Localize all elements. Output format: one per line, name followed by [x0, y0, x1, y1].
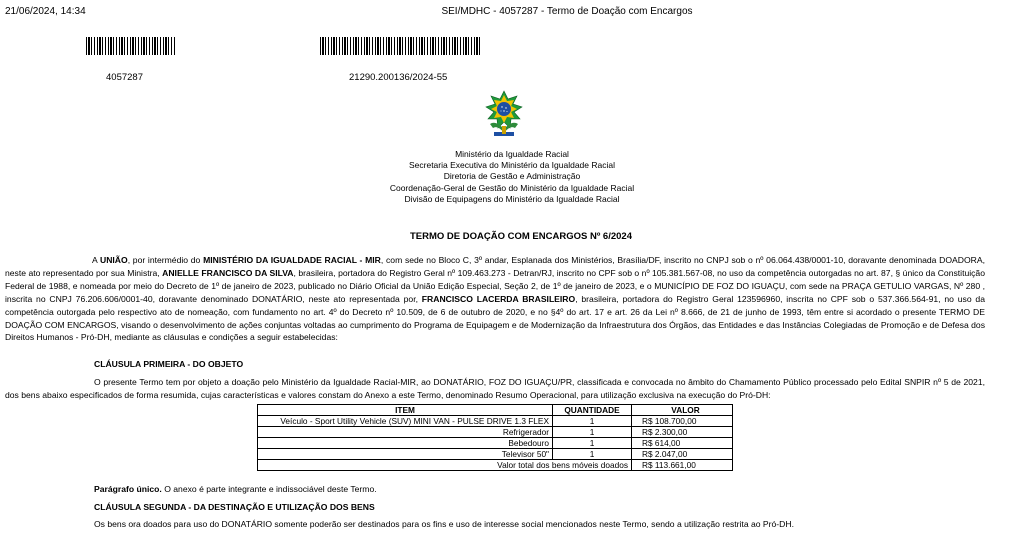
- column-header: ITEM: [258, 405, 553, 416]
- agency-line: Divisão de Equipagens do Ministério da Igualdade Racial: [404, 193, 620, 204]
- table-cell: R$ 2.300,00: [632, 427, 733, 438]
- print-header-title: SEI/MDHC - 4057287 - Termo de Doação com Encargos: [441, 6, 693, 17]
- table-cell: Bebedouro: [258, 438, 553, 449]
- clause-two-text: Os bens ora doados para uso do DONATÁRIO somente poderão ser destinados para os fins e uso de interesse social mencionados neste Termo, sendo a utilização restrita ao Pró-DH.: [94, 519, 794, 529]
- barcode-right-number: 21290.200136/2024-55: [349, 72, 448, 83]
- brazil-coat-of-arms-icon: [484, 90, 524, 140]
- agency-line: Secretaria Executiva do Ministério da Igualdade Racial: [408, 160, 615, 171]
- print-datetime: 21/06/2024, 14:34: [5, 6, 86, 17]
- column-header: VALOR: [632, 405, 733, 416]
- table-cell: Televisor 50": [258, 449, 553, 460]
- bold-text: ANIELLE FRANCISCO DA SILVA: [162, 267, 294, 278]
- table-cell: 1: [553, 449, 632, 460]
- paragrafo-unico-text: O anexo é parte integrante e indissociável deste Termo.: [161, 484, 377, 494]
- clause-two-heading: CLÁUSULA SEGUNDA - DA DESTINAÇÃO E UTILIZAÇÃO DOS BENS: [94, 502, 375, 512]
- items-table: [257, 404, 733, 471]
- table-row: [258, 449, 733, 460]
- table-cell: Veículo - Sport Utility Vehicle (SUV) MINI VAN - PULSE DRIVE 1.3 FLEX: [258, 416, 553, 427]
- intro-paragraph: A UNIÃO, por intermédio do MINISTÉRIO DA IGUALDADE RACIAL - MIR, com sede no Bloco C, 3º andar, Esplanada dos Ministérios, Brasília/DF, inscrito no CNPJ sob o nº 06.064.438/0001-10, doravante denominada DOADORA, neste ato representado por sua Ministra, ANIELLE FRANCISCO DA SILVA, brasileira, portadora do Registro Geral nº 109.463.273 - Detran/RJ, inscrito no CPF sob o nº 105.381.567-08, no uso da competência outorgadas no art. 87, § único da Constituição Federal de 1988, e nomeada por meio do Decreto de 1º de janeiro de 2023, publicado no Diário Oficial da União Edição Especial, Seção 2, de 1º de janeiro de 2023, e o MUNICÍPIO DE FOZ DO IGUAÇU, com sede na PRAÇA GETULIO VARGAS, Nº 280 , inscrita no CNPJ 76.206.606/0001-40, doravante denominado DONATÁRIO, neste ato representada por, FRANCISCO LACERDA BRASILEIRO, brasileira, portadora do Registro Geral 123596960, inscrita no CPF sob o 537.366.564-91, no uso da competência outorgada pelo respectivo ato de nomeação, com fundamento no art. 4º do Decreto nº 10.509, de 6 de outubro de 2020, e no §4º do art. 17 e art. 26 da Lei nº 8.666, de 21 de junho de 1993, têm entre si acordado o presente TERMO DE DOAÇÃO COM ENCARGOS, visando o desenvolvimento de ações conjuntas voltadas ao cumprimento do Programa de Equipagem e de Modernização da Infraestrutura dos Órgãos, das Entidades e das Instâncias Colegiadas de Promoção e de Defesa dos Direitos Humanos - Pró-DH, mediante as cláusulas e condições a seguir estabelecidas:: [5, 255, 986, 343]
- table-cell: R$ 614,00: [632, 438, 733, 449]
- barcode-right: [320, 37, 480, 55]
- table-cell: Refrigerador: [258, 427, 553, 438]
- agency-block: [0, 149, 1024, 205]
- bold-text: FRANCISCO LACERDA BRASILEIRO: [421, 293, 576, 304]
- table-cell: 1: [553, 427, 632, 438]
- table-cell: 1: [553, 416, 632, 427]
- table-cell: 1: [553, 438, 632, 449]
- column-header: QUANTIDADE: [553, 405, 632, 416]
- table-cell: R$ 2.047,00: [632, 449, 733, 460]
- table-header-row: [258, 405, 733, 416]
- table-row: [258, 416, 733, 427]
- total-value: R$ 113.661,00: [632, 460, 733, 471]
- bold-text: MINISTÉRIO DA IGUALDADE RACIAL - MIR: [203, 255, 381, 265]
- clause-one-heading: CLÁUSULA PRIMEIRA - DO OBJETO: [94, 359, 244, 369]
- table-cell: R$ 108.700,00: [632, 416, 733, 427]
- barcode-left: [86, 37, 176, 55]
- agency-line: Ministério da Igualdade Racial: [455, 149, 569, 159]
- table-row: [258, 427, 733, 438]
- table-row: [258, 438, 733, 449]
- total-label: Valor total dos bens móveis doados: [258, 460, 632, 471]
- clause-one-text: O presente Termo tem por objeto a doação pelo Ministério da Igualdade Racial-MIR, ao DONATÁRIO, FOZ DO IGUAÇU/PR, classificada e convocada no âmbito do Chamamento Público processado pelo Edital SNPIR nº 5 de 2021, dos bens abaixo especificados de forma resumida, cujas características e valores constam do Anexo a este Termo, denominado Resumo Operacional, para utilização exclusiva na execução do Pró-DH:: [5, 377, 985, 400]
- paragrafo-unico-label: Parágrafo único.: [94, 484, 162, 494]
- paragrafo-unico: [94, 484, 377, 494]
- document-title: TERMO DE DOAÇÃO COM ENCARGOS Nº 6/2024: [409, 231, 632, 242]
- agency-line: Coordenação-Geral de Gestão do Ministério da Igualdade Racial: [389, 182, 635, 193]
- agency-line: Diretoria de Gestão e Administração: [443, 171, 581, 182]
- table-total-row: [258, 460, 733, 471]
- barcode-left-number: 4057287: [106, 72, 143, 83]
- bold-text: UNIÃO: [99, 255, 128, 265]
